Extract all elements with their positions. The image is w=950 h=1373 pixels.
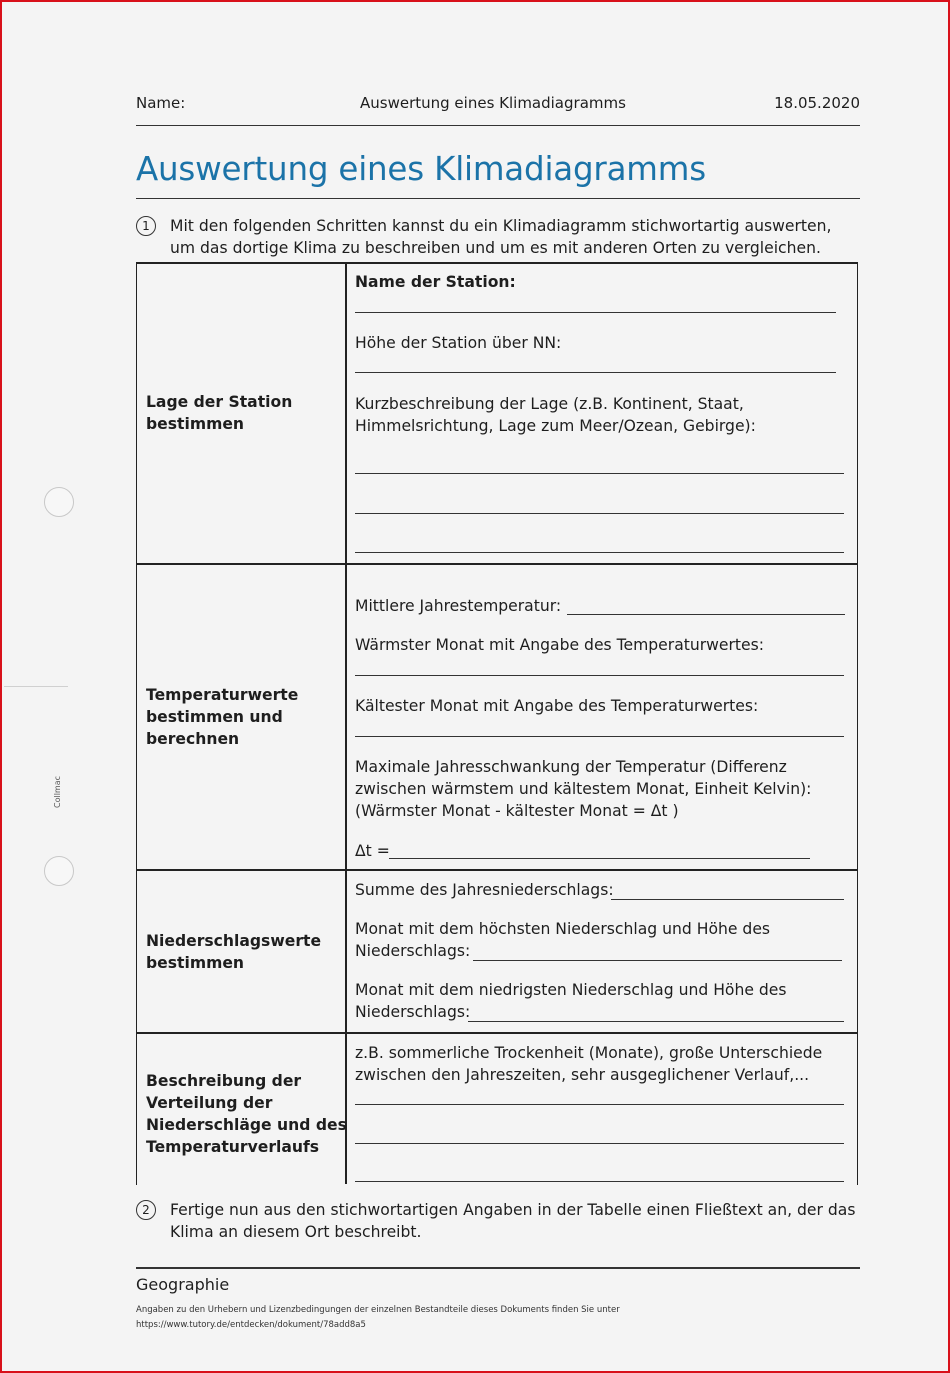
delta-label: Δt = <box>355 842 390 860</box>
row3-label: Niederschlagswerte bestimmen <box>146 932 322 972</box>
mean-temp-field[interactable] <box>567 614 845 615</box>
warmest-month-field[interactable] <box>355 675 844 676</box>
task-2-text: Fertige nun aus den stichwortartigen Angaben in der Tabelle einen Fließtext an, der das Klima an diesem Ort beschreibt. <box>170 1201 856 1241</box>
row-divider-2 <box>136 869 858 871</box>
task-1-number: 1 <box>136 216 156 236</box>
row1-label: Lage der Station bestimmen <box>146 393 293 433</box>
distribution-field-2[interactable] <box>355 1143 844 1144</box>
punch-hole-top <box>44 487 74 517</box>
header-date: 18.05.2020 <box>774 94 860 112</box>
task-1 <box>136 215 860 259</box>
warmest-month-label: Wärmster Monat mit Angabe des Temperaturwertes: <box>355 636 764 654</box>
mean-temp-label: Mittlere Jahrestemperatur: <box>355 597 562 615</box>
distribution-field-1[interactable] <box>355 1104 844 1105</box>
page-header <box>136 94 860 126</box>
task-2-number: 2 <box>136 1200 156 1220</box>
page-title: Auswertung eines Klimadiagramms <box>136 150 860 199</box>
station-name-field[interactable] <box>355 312 836 313</box>
highest-precip-label: Monat mit dem höchsten Niederschlag und Höhe des Niederschlags: <box>355 920 771 960</box>
coldest-month-field[interactable] <box>355 736 844 737</box>
amplitude-label: Maximale Jahresschwankung der Temperatur (Differenz zwischen wärmstem und kältestem Monat, Einheit Kelvin): (Wärmster Monat - kältester Monat = Δt ) <box>355 758 812 820</box>
name-label: Name: <box>136 94 186 112</box>
coldest-month-label: Kältester Monat mit Angabe des Temperaturwertes: <box>355 697 759 715</box>
distribution-hint: z.B. sommerliche Trockenheit (Monate), große Unterschiede zwischen den Jahreszeiten, sehr ausgeglichener Verlauf,... <box>355 1044 823 1084</box>
location-field-2[interactable] <box>355 513 844 514</box>
header-doc-title: Auswertung eines Klimadiagramms <box>360 94 626 112</box>
row4-label: Beschreibung der Verteilung der Niederschläge und des Temperaturverlaufs <box>146 1072 347 1156</box>
row-divider-3 <box>136 1032 858 1034</box>
task-2 <box>136 1199 860 1243</box>
annual-precip-label: Summe des Jahresniederschlags: <box>355 881 614 899</box>
footer-rule <box>136 1267 860 1269</box>
lowest-precip-field[interactable] <box>468 1021 844 1022</box>
highest-precip-field[interactable] <box>473 960 842 961</box>
distribution-field-3[interactable] <box>355 1181 844 1182</box>
location-field-3[interactable] <box>355 552 844 553</box>
table-top-rule <box>136 262 858 264</box>
attribution-text: Angaben zu den Urhebern und Lizenzbedingungen der einzelnen Bestandteile dieses Dokuments finden Sie unter <box>136 1305 620 1315</box>
location-field-1[interactable] <box>355 473 844 474</box>
attribution-url[interactable]: https://www.tutory.de/entdecken/dokument/78add8a5 <box>136 1320 366 1330</box>
lowest-precip-label: Monat mit dem niedrigsten Niederschlag und Höhe des Niederschlags: <box>355 981 787 1021</box>
row-divider-1 <box>136 563 858 565</box>
side-label: Collmac <box>53 775 62 808</box>
subject-label: Geographie <box>136 1275 230 1294</box>
column-divider <box>345 262 347 1184</box>
row2-label: Temperaturwerte bestimmen und berechnen <box>146 686 299 748</box>
station-name-label: Name der Station: <box>355 273 516 291</box>
altitude-label: Höhe der Station über NN: <box>355 334 562 352</box>
annual-precip-field[interactable] <box>611 899 844 900</box>
task-1-text: Mit den folgenden Schritten kannst du ein Klimadiagramm stichwortartig auswerten, um das dortige Klima zu beschreiben und um es mit anderen Orten zu vergleichen. <box>170 217 832 257</box>
fold-mark <box>4 686 68 687</box>
location-label: Kurzbeschreibung der Lage (z.B. Kontinent, Staat, Himmelsrichtung, Lage zum Meer/Ozean, Gebirge): <box>355 395 756 435</box>
evaluation-table <box>136 262 858 1184</box>
altitude-field[interactable] <box>355 372 836 373</box>
delta-field[interactable] <box>389 858 810 859</box>
punch-hole-bottom <box>44 856 74 886</box>
